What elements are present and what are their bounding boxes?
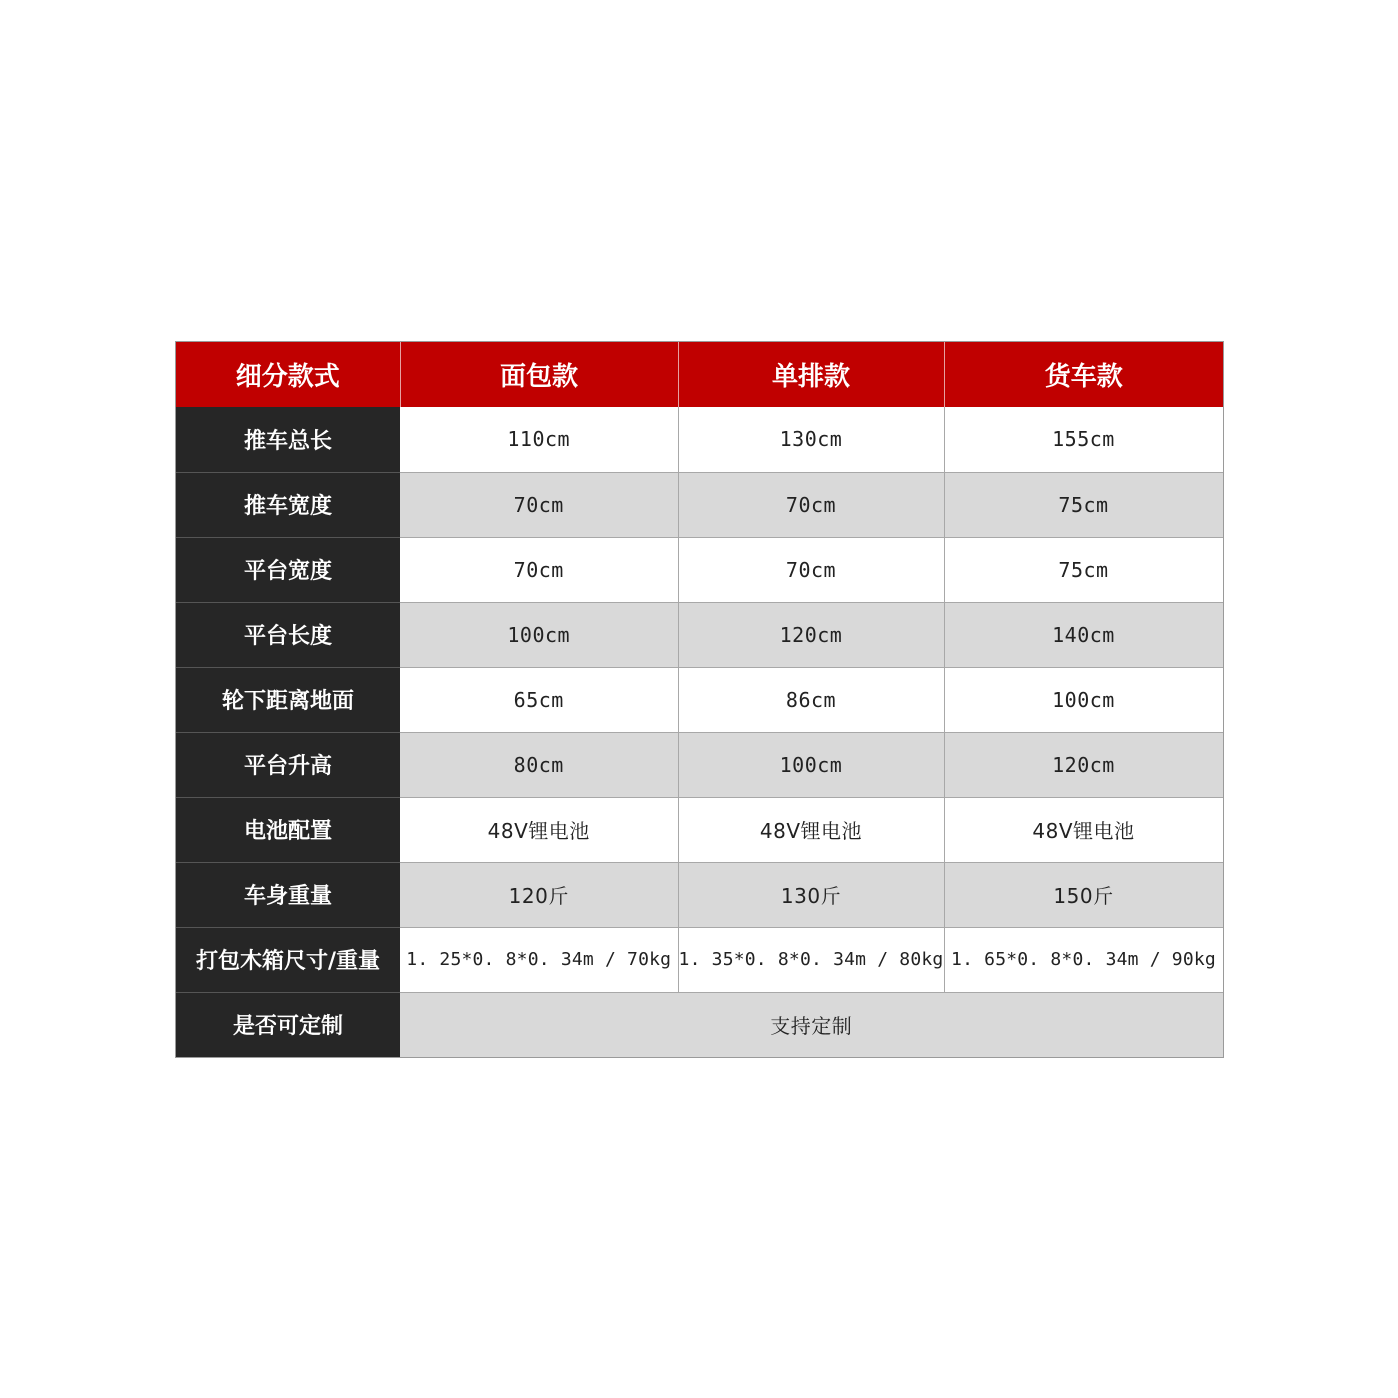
table-row [176, 537, 1223, 602]
table-row [176, 407, 1223, 472]
cell-value: 1. 35*0. 8*0. 34m / 80kg [678, 927, 944, 992]
row-label: 平台长度 [176, 602, 400, 667]
cell-value: 110cm [400, 407, 678, 472]
spec-comparison-table [176, 342, 1224, 1057]
row-label: 推车宽度 [176, 472, 400, 537]
cell-value: 140cm [944, 602, 1223, 667]
cell-value: 155cm [944, 407, 1223, 472]
cell-value: 70cm [678, 472, 944, 537]
cell-value: 130斤 [678, 862, 944, 927]
table-row [176, 862, 1223, 927]
cell-value: 130cm [678, 407, 944, 472]
cell-value: 70cm [400, 472, 678, 537]
header-truck-model: 货车款 [944, 342, 1223, 407]
cell-value: 100cm [678, 732, 944, 797]
table-row [176, 472, 1223, 537]
cell-value: 150斤 [944, 862, 1223, 927]
custom-support-cell: 支持定制 [400, 992, 1223, 1057]
row-label: 平台升高 [176, 732, 400, 797]
row-label: 推车总长 [176, 407, 400, 472]
cell-value: 100cm [400, 602, 678, 667]
header-bread-model: 面包款 [400, 342, 678, 407]
table-row [176, 602, 1223, 667]
row-label: 平台宽度 [176, 537, 400, 602]
row-label: 轮下距离地面 [176, 667, 400, 732]
cell-value: 120cm [678, 602, 944, 667]
row-label: 是否可定制 [176, 992, 400, 1057]
table-row [176, 667, 1223, 732]
cell-value: 70cm [400, 537, 678, 602]
cell-value: 86cm [678, 667, 944, 732]
cell-value: 48V锂电池 [678, 797, 944, 862]
row-label: 打包木箱尺寸/重量 [176, 927, 400, 992]
cell-value: 70cm [678, 537, 944, 602]
cell-value: 1. 65*0. 8*0. 34m / 90kg [944, 927, 1223, 992]
cell-value: 1. 25*0. 8*0. 34m / 70kg [400, 927, 678, 992]
cell-value: 48V锂电池 [944, 797, 1223, 862]
cell-value: 120cm [944, 732, 1223, 797]
cell-value: 120斤 [400, 862, 678, 927]
table-row [176, 927, 1223, 992]
header-model-type: 细分款式 [176, 342, 400, 407]
table-row [176, 797, 1223, 862]
custom-row [176, 992, 1223, 1057]
cell-value: 48V锂电池 [400, 797, 678, 862]
cell-value: 100cm [944, 667, 1223, 732]
header-row [176, 342, 1223, 407]
cell-value: 80cm [400, 732, 678, 797]
cell-value: 75cm [944, 472, 1223, 537]
table-row [176, 732, 1223, 797]
row-label: 电池配置 [176, 797, 400, 862]
cell-value: 75cm [944, 537, 1223, 602]
header-single-row-model: 单排款 [678, 342, 944, 407]
row-label: 车身重量 [176, 862, 400, 927]
cell-value: 65cm [400, 667, 678, 732]
